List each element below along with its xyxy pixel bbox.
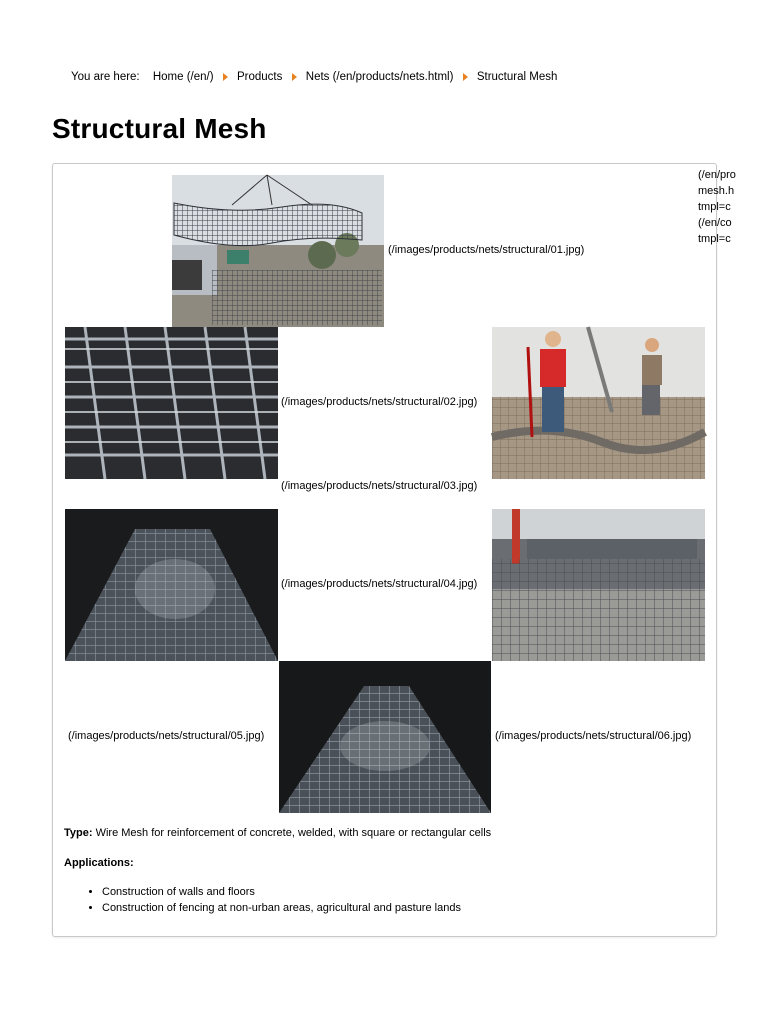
breadcrumb-arrow-icon (223, 73, 228, 81)
breadcrumb-arrow-icon (292, 73, 297, 81)
breadcrumb (71, 71, 557, 83)
image-link-06[interactable]: (/images/products/nets/structural/06.jpg) (495, 730, 692, 742)
image-link-03[interactable]: (/images/products/nets/structural/03.jpg) (281, 480, 478, 492)
side-link[interactable]: mesh.h (698, 185, 735, 197)
breadcrumb-label: You are here: (71, 71, 140, 83)
breadcrumb-arrow-icon (463, 73, 468, 81)
applications-heading: Applications: (64, 857, 134, 869)
type-label: Type: (64, 827, 93, 839)
breadcrumb-products-link[interactable]: Products (236, 71, 283, 83)
photo-05-warehouse[interactable] (492, 509, 705, 661)
photo-01-mesh-crane[interactable] (172, 175, 384, 327)
type-text: Wire Mesh for reinforcement of concrete, welded, with square or rectangular cells (92, 827, 492, 839)
side-link[interactable]: tmpl=c (698, 233, 731, 245)
breadcrumb-nets-link[interactable]: Nets (/en/products/nets.html) (305, 71, 454, 83)
page-title: Structural Mesh (52, 113, 267, 144)
breadcrumb-current: Structural Mesh (476, 71, 558, 83)
photo-03-workers-site[interactable] (492, 327, 705, 479)
list-item: • Construction of walls and floors (102, 884, 461, 900)
image-link-02[interactable]: (/images/products/nets/structural/02.jpg) (281, 396, 478, 408)
list-item: • Construction of fencing at non-urban areas, agricultural and pasture lands (102, 900, 461, 916)
side-link[interactable]: (/en/pro (698, 169, 736, 181)
product-type (64, 827, 491, 839)
image-link-01[interactable]: (/images/products/nets/structural/01.jpg) (388, 244, 585, 256)
photo-04-mesh-floor[interactable] (65, 509, 278, 661)
side-link[interactable]: (/en/co (698, 217, 732, 229)
breadcrumb-home-link[interactable]: Home (/en/) (152, 71, 214, 83)
image-link-05[interactable]: (/images/products/nets/structural/05.jpg) (68, 730, 265, 742)
applications-list (64, 884, 461, 916)
image-link-04[interactable]: (/images/products/nets/structural/04.jpg) (281, 578, 478, 590)
side-link[interactable]: tmpl=c (698, 201, 731, 213)
photo-06-mesh-rows[interactable] (279, 661, 491, 813)
side-links (698, 167, 736, 247)
photo-02-mesh-closeup[interactable] (65, 327, 278, 479)
